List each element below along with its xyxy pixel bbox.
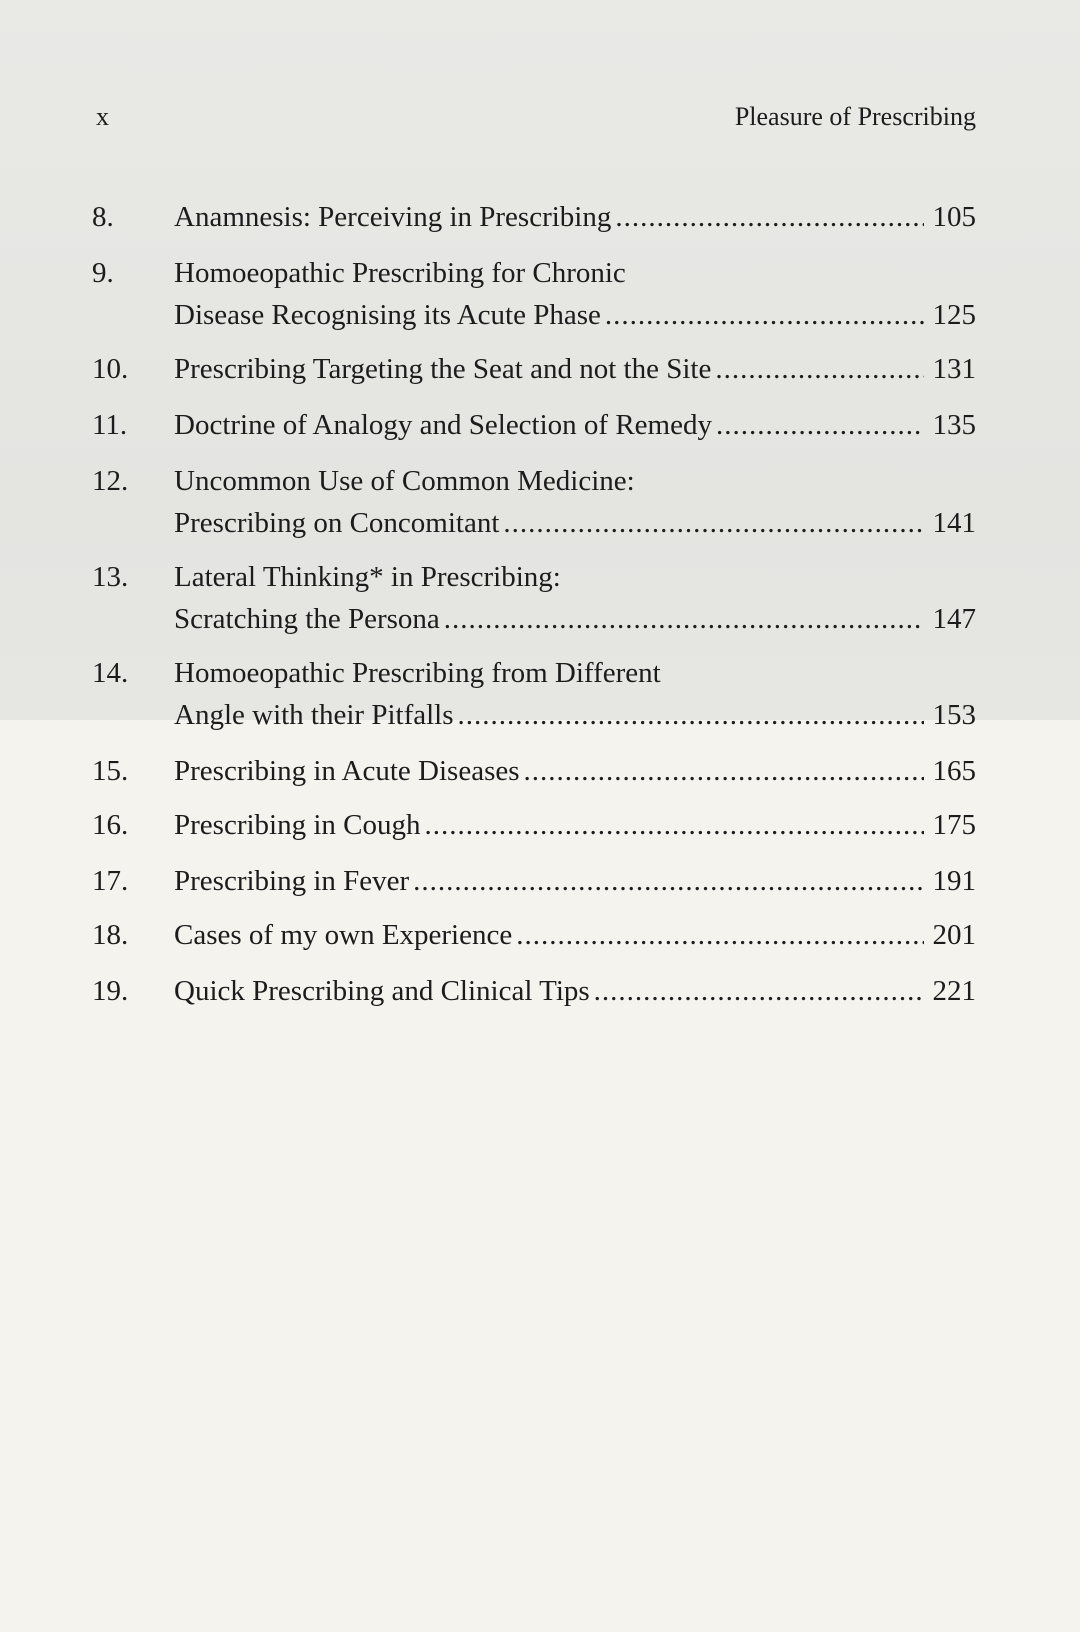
entry-title-text: Cases of my own Experience: [174, 919, 513, 951]
entry-page-number: 201: [932, 919, 976, 951]
entry-title-last-line: [174, 348, 976, 390]
toc-entry: [92, 404, 976, 446]
toc-entry: [92, 914, 976, 956]
entry-title: [174, 404, 976, 446]
dot-leader: [715, 348, 924, 390]
dot-leader: [413, 860, 924, 902]
entry-title: [174, 970, 976, 1012]
entry-page-number: 131: [932, 353, 976, 385]
entry-title-text: Prescribing in Fever: [174, 865, 410, 897]
entry-title-last-line: [174, 804, 976, 846]
entry-title-line: Uncommon Use of Common Medicine:: [174, 465, 635, 497]
entry-title: [174, 914, 976, 956]
entry-title-text: Prescribing in Acute Diseases: [174, 755, 520, 787]
dot-leader: [594, 970, 924, 1012]
entry-number: 15.: [92, 755, 129, 787]
toc-entry: [92, 556, 976, 640]
toc-entry: [92, 860, 976, 902]
entry-title-last-line: [174, 598, 976, 640]
entry-title: [174, 348, 976, 390]
entry-number: 17.: [92, 865, 129, 897]
book-title: Pleasure of Prescribing: [734, 102, 976, 131]
entry-title-text: Scratching the Persona: [174, 603, 440, 635]
entry-number: 10.: [92, 353, 129, 385]
entry-number: 11.: [92, 409, 128, 441]
dot-leader: [716, 404, 924, 446]
dot-leader: [458, 694, 925, 736]
entry-title-text: Prescribing Targeting the Seat and not the Site: [174, 353, 712, 385]
toc-entry: [92, 804, 976, 846]
entry-number: 18.: [92, 919, 129, 951]
entry-page-number: 147: [932, 603, 976, 635]
entry-title-last-line: [174, 502, 976, 544]
entry-page-number: 221: [932, 975, 976, 1007]
entry-title-text: Prescribing in Cough: [174, 809, 421, 841]
entry-title-text: Anamnesis: Perceiving in Prescribing: [174, 201, 612, 233]
entry-title-last-line: [174, 914, 976, 956]
entry-number: 12.: [92, 465, 129, 497]
entry-page-number: 153: [932, 699, 976, 731]
entry-title: [174, 652, 976, 736]
entry-title: [174, 860, 976, 902]
entry-number: 16.: [92, 809, 129, 841]
entry-page-number: 141: [932, 507, 976, 539]
toc-entry: [92, 348, 976, 390]
toc-entry: [92, 252, 976, 336]
entry-page-number: 125: [932, 299, 976, 331]
entry-page-number: 191: [932, 865, 976, 897]
entry-title-text: Angle with their Pitfalls: [174, 699, 454, 731]
entry-title-text: Doctrine of Analogy and Selection of Remedy: [174, 409, 712, 441]
dot-leader: [605, 294, 924, 336]
entry-number: 14.: [92, 657, 129, 689]
entry-number: 9.: [92, 257, 114, 289]
entry-title: [174, 196, 976, 238]
entry-title-last-line: [174, 404, 976, 446]
entry-number: 8.: [92, 201, 114, 233]
page-number: x: [96, 102, 109, 131]
dot-leader: [524, 750, 924, 792]
toc-entry: [92, 460, 976, 544]
dot-leader: [516, 914, 924, 956]
entry-title-text: Prescribing on Concomitant: [174, 507, 500, 539]
entry-number: 19.: [92, 975, 129, 1007]
running-head: [96, 102, 976, 136]
entry-title: [174, 804, 976, 846]
entry-title: [174, 750, 976, 792]
entry-title: [174, 252, 976, 336]
entry-page-number: 165: [932, 755, 976, 787]
toc-entry: [92, 652, 976, 736]
dot-leader: [425, 804, 925, 846]
entry-page-number: 135: [932, 409, 976, 441]
entry-page-number: 105: [932, 201, 976, 233]
toc-entry: [92, 970, 976, 1012]
entry-title-line: Homoeopathic Prescribing from Different: [174, 657, 661, 689]
entry-title-last-line: [174, 970, 976, 1012]
entry-title-last-line: [174, 694, 976, 736]
dot-leader: [444, 598, 924, 640]
dot-leader: [503, 502, 924, 544]
entry-number: 13.: [92, 561, 129, 593]
entry-page-number: 175: [932, 809, 976, 841]
entry-title: [174, 460, 976, 544]
entry-title-last-line: [174, 294, 976, 336]
entry-title-last-line: [174, 860, 976, 902]
entry-title-last-line: [174, 750, 976, 792]
entry-title-line: Lateral Thinking* in Prescribing:: [174, 561, 561, 593]
toc-entry: [92, 750, 976, 792]
entry-title-last-line: [174, 196, 976, 238]
entry-title-line: Homoeopathic Prescribing for Chronic: [174, 257, 626, 289]
toc-entry: [92, 196, 976, 238]
dot-leader: [615, 196, 924, 238]
entry-title: [174, 556, 976, 640]
entry-title-text: Quick Prescribing and Clinical Tips: [174, 975, 590, 1007]
entry-title-text: Disease Recognising its Acute Phase: [174, 299, 601, 331]
